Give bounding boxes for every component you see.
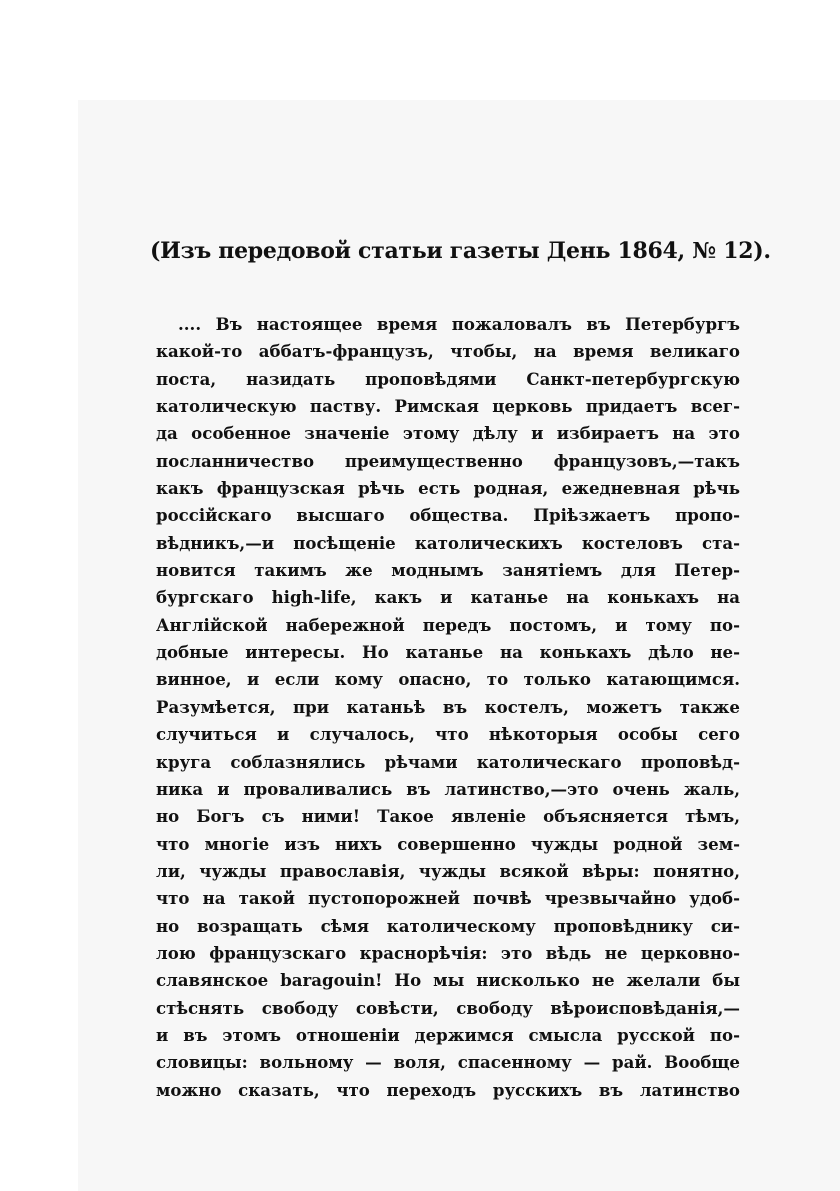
text-line: вѣдникъ,—и посѣщенiе католическихъ костеловъ ста- <box>156 532 740 553</box>
text-line: но возращать сѣмя католическому проповѣднику си- <box>156 915 740 936</box>
text-line: добные интересы. Но катанье на конькахъ дѣло не- <box>156 642 740 663</box>
text-line: бургскаго high-life, какъ и катанье на конькахъ на <box>156 587 740 608</box>
text-line: что многiе изъ нихъ совершенно чужды родной зем- <box>156 833 740 854</box>
text-line: ника и проваливались въ латинство,—это очень жаль, <box>156 778 740 799</box>
text-line: словицы: вольному — воля, спасенному — рай. Вообще <box>156 1052 740 1073</box>
article-title: (Изъ передовой статьи газеты День 1864, № 12). <box>150 238 771 264</box>
text-line: какой-то аббатъ-французъ, чтобы, на время великаго <box>156 341 740 362</box>
text-line: .... Въ настоящее время пожаловалъ въ Петербургъ <box>178 314 740 334</box>
text-line: винное, и если кому опасно, то только катающимся. <box>156 669 740 690</box>
text-line: посланничество преимущественно французовъ,—такъ <box>156 450 740 471</box>
text-line: стѣснять свободу совѣсти, свободу вѣроисповѣданiя,— <box>156 997 740 1018</box>
text-line: ли, чужды православiя, чужды всякой вѣры: понятно, <box>156 860 740 881</box>
text-line: и въ этомъ отношенiи держимся смысла русской по- <box>156 1024 740 1045</box>
text-line: можно сказать, что переходъ русскихъ въ латинство <box>156 1079 740 1100</box>
text-line: россiйскаго высшаго общества. Прiѣзжаетъ пропо- <box>156 505 740 526</box>
text-line: да особенное значенiе этому дѣлу и избираетъ на это <box>156 423 740 444</box>
text-line: поста, назидать проповѣдями Санкт-петербургскую <box>156 368 740 389</box>
text-line: новится такимъ же моднымъ занятiемъ для Петер- <box>156 560 740 581</box>
text-line: какъ французская рѣчь есть родная, ежедневная рѣчь <box>156 478 740 499</box>
text-line: католическую паству. Римская церковь придаетъ всег- <box>156 396 740 417</box>
text-line: славянское baragouin! Но мы нисколько не желали бы <box>156 970 740 991</box>
text-line: Разумѣется, при катаньѣ въ костелъ, можетъ также <box>156 696 740 717</box>
text-line: случиться и случалось, что нѣкоторыя особы сего <box>156 724 740 745</box>
text-line: что на такой пустопорожней почвѣ чрезвычайно удоб- <box>156 888 740 909</box>
text-line: но Богъ съ ними! Такое явленiе объясняется тѣмъ, <box>156 806 740 827</box>
article-body <box>156 311 740 1104</box>
text-line: круга соблазнялись рѣчами католическаго проповѣд- <box>156 751 740 772</box>
text-line: Англiйской набережной передъ постомъ, и тому по- <box>156 614 740 635</box>
text-line: лою французскаго краснорѣчiя: это вѣдь не церковно- <box>156 942 740 963</box>
